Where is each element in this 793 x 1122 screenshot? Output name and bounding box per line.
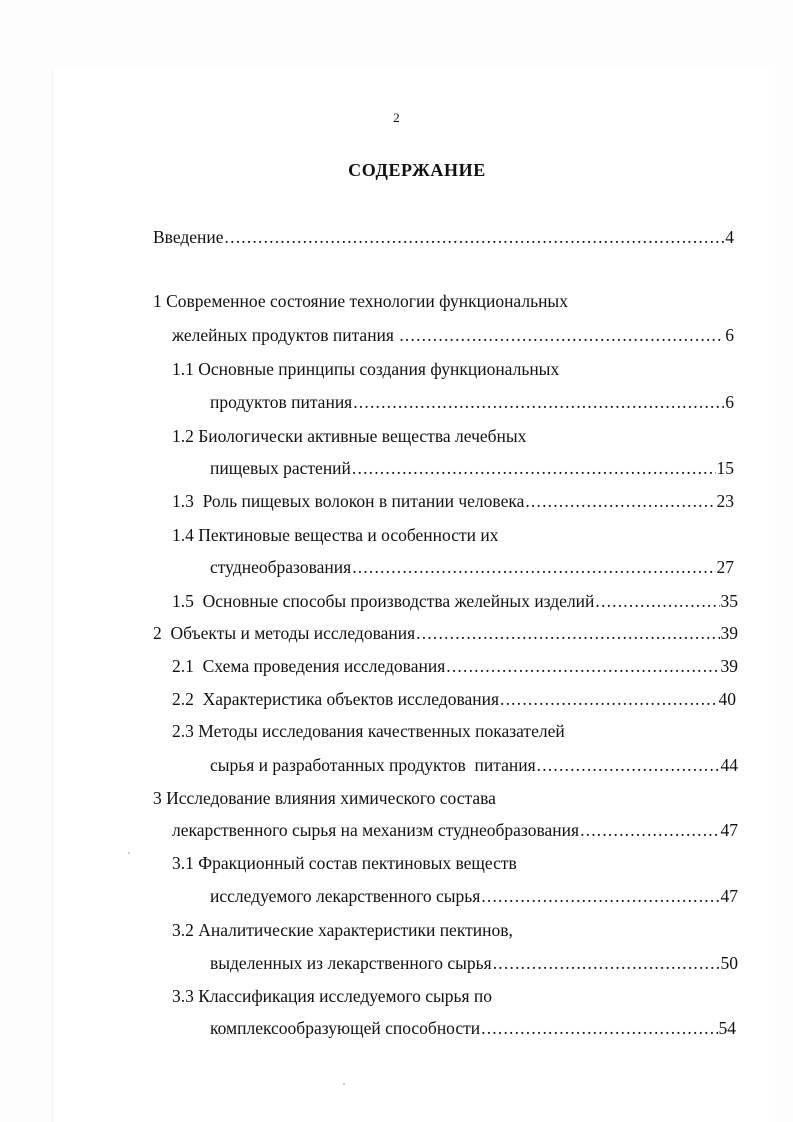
- toc-entry-3-2[interactable]: [172, 918, 513, 942]
- page-number: 2: [393, 110, 400, 125]
- toc-entry-3-3[interactable]: [172, 984, 492, 1008]
- toc-entry-intro[interactable]: [153, 225, 734, 249]
- toc-page-number: 6: [725, 392, 734, 412]
- toc-entry-1-2-cont[interactable]: [210, 456, 734, 480]
- toc-entry-2-1[interactable]: [172, 654, 738, 678]
- toc-leader-dots: [352, 555, 715, 579]
- toc-entry-text: 3.1 Фракционный состав пектиновых веществ: [172, 853, 517, 873]
- toc-page-number: 47: [720, 886, 738, 906]
- toc-entry-text: 2.3 Методы исследования качественных показателей: [172, 721, 565, 741]
- toc-entry-text: Введение: [153, 227, 224, 247]
- toc-entry-3-cont[interactable]: [172, 818, 738, 842]
- toc-entry-text: продуктов питания: [210, 392, 353, 412]
- toc-page-number: 23: [716, 491, 734, 511]
- toc-page-number: 50: [720, 953, 738, 973]
- page-title: СОДЕРЖАНИЕ: [348, 160, 486, 180]
- toc-entry-text: 2.2 Характеристика объектов исследования: [172, 689, 500, 709]
- toc-entry-1-4-cont[interactable]: [210, 555, 734, 579]
- toc-entry-1-3[interactable]: [172, 489, 734, 513]
- toc-leader-dots: [481, 884, 719, 908]
- toc-page-number: 40: [718, 689, 736, 709]
- toc-entry-text: пищевых растений: [210, 458, 351, 478]
- toc-page-number: 54: [718, 1018, 736, 1038]
- toc-leader-dots: [352, 456, 716, 480]
- toc-page-number: 15: [716, 458, 734, 478]
- toc-entry-text: сырья и разработанных продуктов питания: [210, 755, 536, 775]
- toc-page-number: 35: [720, 591, 738, 611]
- toc-entry-text: 1.4 Пектиновые вещества и особенности их: [172, 525, 499, 545]
- toc-entry-1-1-cont[interactable]: [210, 390, 734, 414]
- toc-leader-dots: [595, 589, 719, 613]
- toc-entry-1-4[interactable]: [172, 523, 498, 547]
- toc-entry-text: 1.3 Роль пищевых волокон в питании человека: [172, 491, 525, 511]
- toc-entry-text: 3.3 Классификация исследуемого сырья по: [172, 986, 493, 1006]
- toc-entry-3-3-cont[interactable]: [210, 1016, 736, 1040]
- toc-page-number: 44: [720, 755, 738, 775]
- toc-leader-dots: [416, 621, 719, 645]
- toc-page-number: 4: [725, 227, 734, 247]
- toc-entry-1-5[interactable]: [172, 589, 738, 613]
- toc-page-number: 47: [720, 820, 738, 840]
- toc-entry-text: выделенных из лекарственного сырья: [210, 953, 492, 973]
- toc-entry-2-3-cont[interactable]: [210, 753, 738, 777]
- toc-leader-dots: [500, 687, 717, 711]
- toc-leader-dots: [481, 1016, 717, 1040]
- toc-leader-dots: [493, 951, 720, 975]
- toc-entry-text: исследуемого лекарственного сырья: [210, 886, 481, 906]
- toc-entry-1[interactable]: [153, 289, 568, 313]
- toc-page-number: 27: [716, 557, 734, 577]
- toc-leader-dots: [353, 390, 724, 414]
- toc-leader-dots: [525, 489, 715, 513]
- toc-entry-text: 1 Современное состояние технологии функциональных: [153, 291, 568, 311]
- toc-entry-text: 3.2 Аналитические характеристики пектинов,: [172, 920, 513, 940]
- toc-page-number: 39: [720, 623, 738, 643]
- toc-entry-3[interactable]: [153, 786, 496, 810]
- toc-entry-1-cont[interactable]: [172, 323, 734, 347]
- scan-speck: [128, 852, 130, 854]
- toc-page-number: 6: [725, 325, 734, 345]
- toc-entry-text: лекарственного сырья на механизм студнеобразования: [172, 820, 580, 840]
- toc-entry-text: 2 Объекты и методы исследования: [153, 623, 416, 643]
- toc-entry-2-3[interactable]: [172, 719, 565, 743]
- toc-leader-dots: [537, 753, 720, 777]
- toc-entry-2[interactable]: [153, 621, 738, 645]
- toc-leader-dots: [446, 654, 719, 678]
- toc-page-number: 39: [720, 656, 738, 676]
- toc-entry-text: студнеобразования: [210, 557, 352, 577]
- toc-entry-3-2-cont[interactable]: [210, 951, 738, 975]
- toc-entry-text: комплексообразующей способности: [210, 1018, 481, 1038]
- toc-entry-text: 3 Исследование влияния химического состава: [153, 788, 496, 808]
- toc-entry-text: 2.1 Схема проведения исследования: [172, 656, 446, 676]
- toc-entry-3-1[interactable]: [172, 851, 517, 875]
- toc-leader-dots: [580, 818, 719, 842]
- toc-entry-2-2[interactable]: [172, 687, 736, 711]
- toc-entry-text: 1.5 Основные способы производства желейных изделий: [172, 591, 595, 611]
- scan-speck: [343, 1083, 345, 1085]
- toc-entry-1-2[interactable]: [172, 424, 526, 448]
- toc-leader-dots: [225, 225, 725, 249]
- toc-leader-dots: [399, 323, 724, 347]
- toc-entry-text: 1.1 Основные принципы создания функциональных: [172, 359, 560, 379]
- toc-entry-text: 1.2 Биологически активные вещества лечебных: [172, 426, 527, 446]
- toc-entry-3-1-cont[interactable]: [210, 884, 738, 908]
- toc-entry-1-1[interactable]: [172, 357, 559, 381]
- toc-entry-text: желейных продуктов питания: [172, 325, 399, 345]
